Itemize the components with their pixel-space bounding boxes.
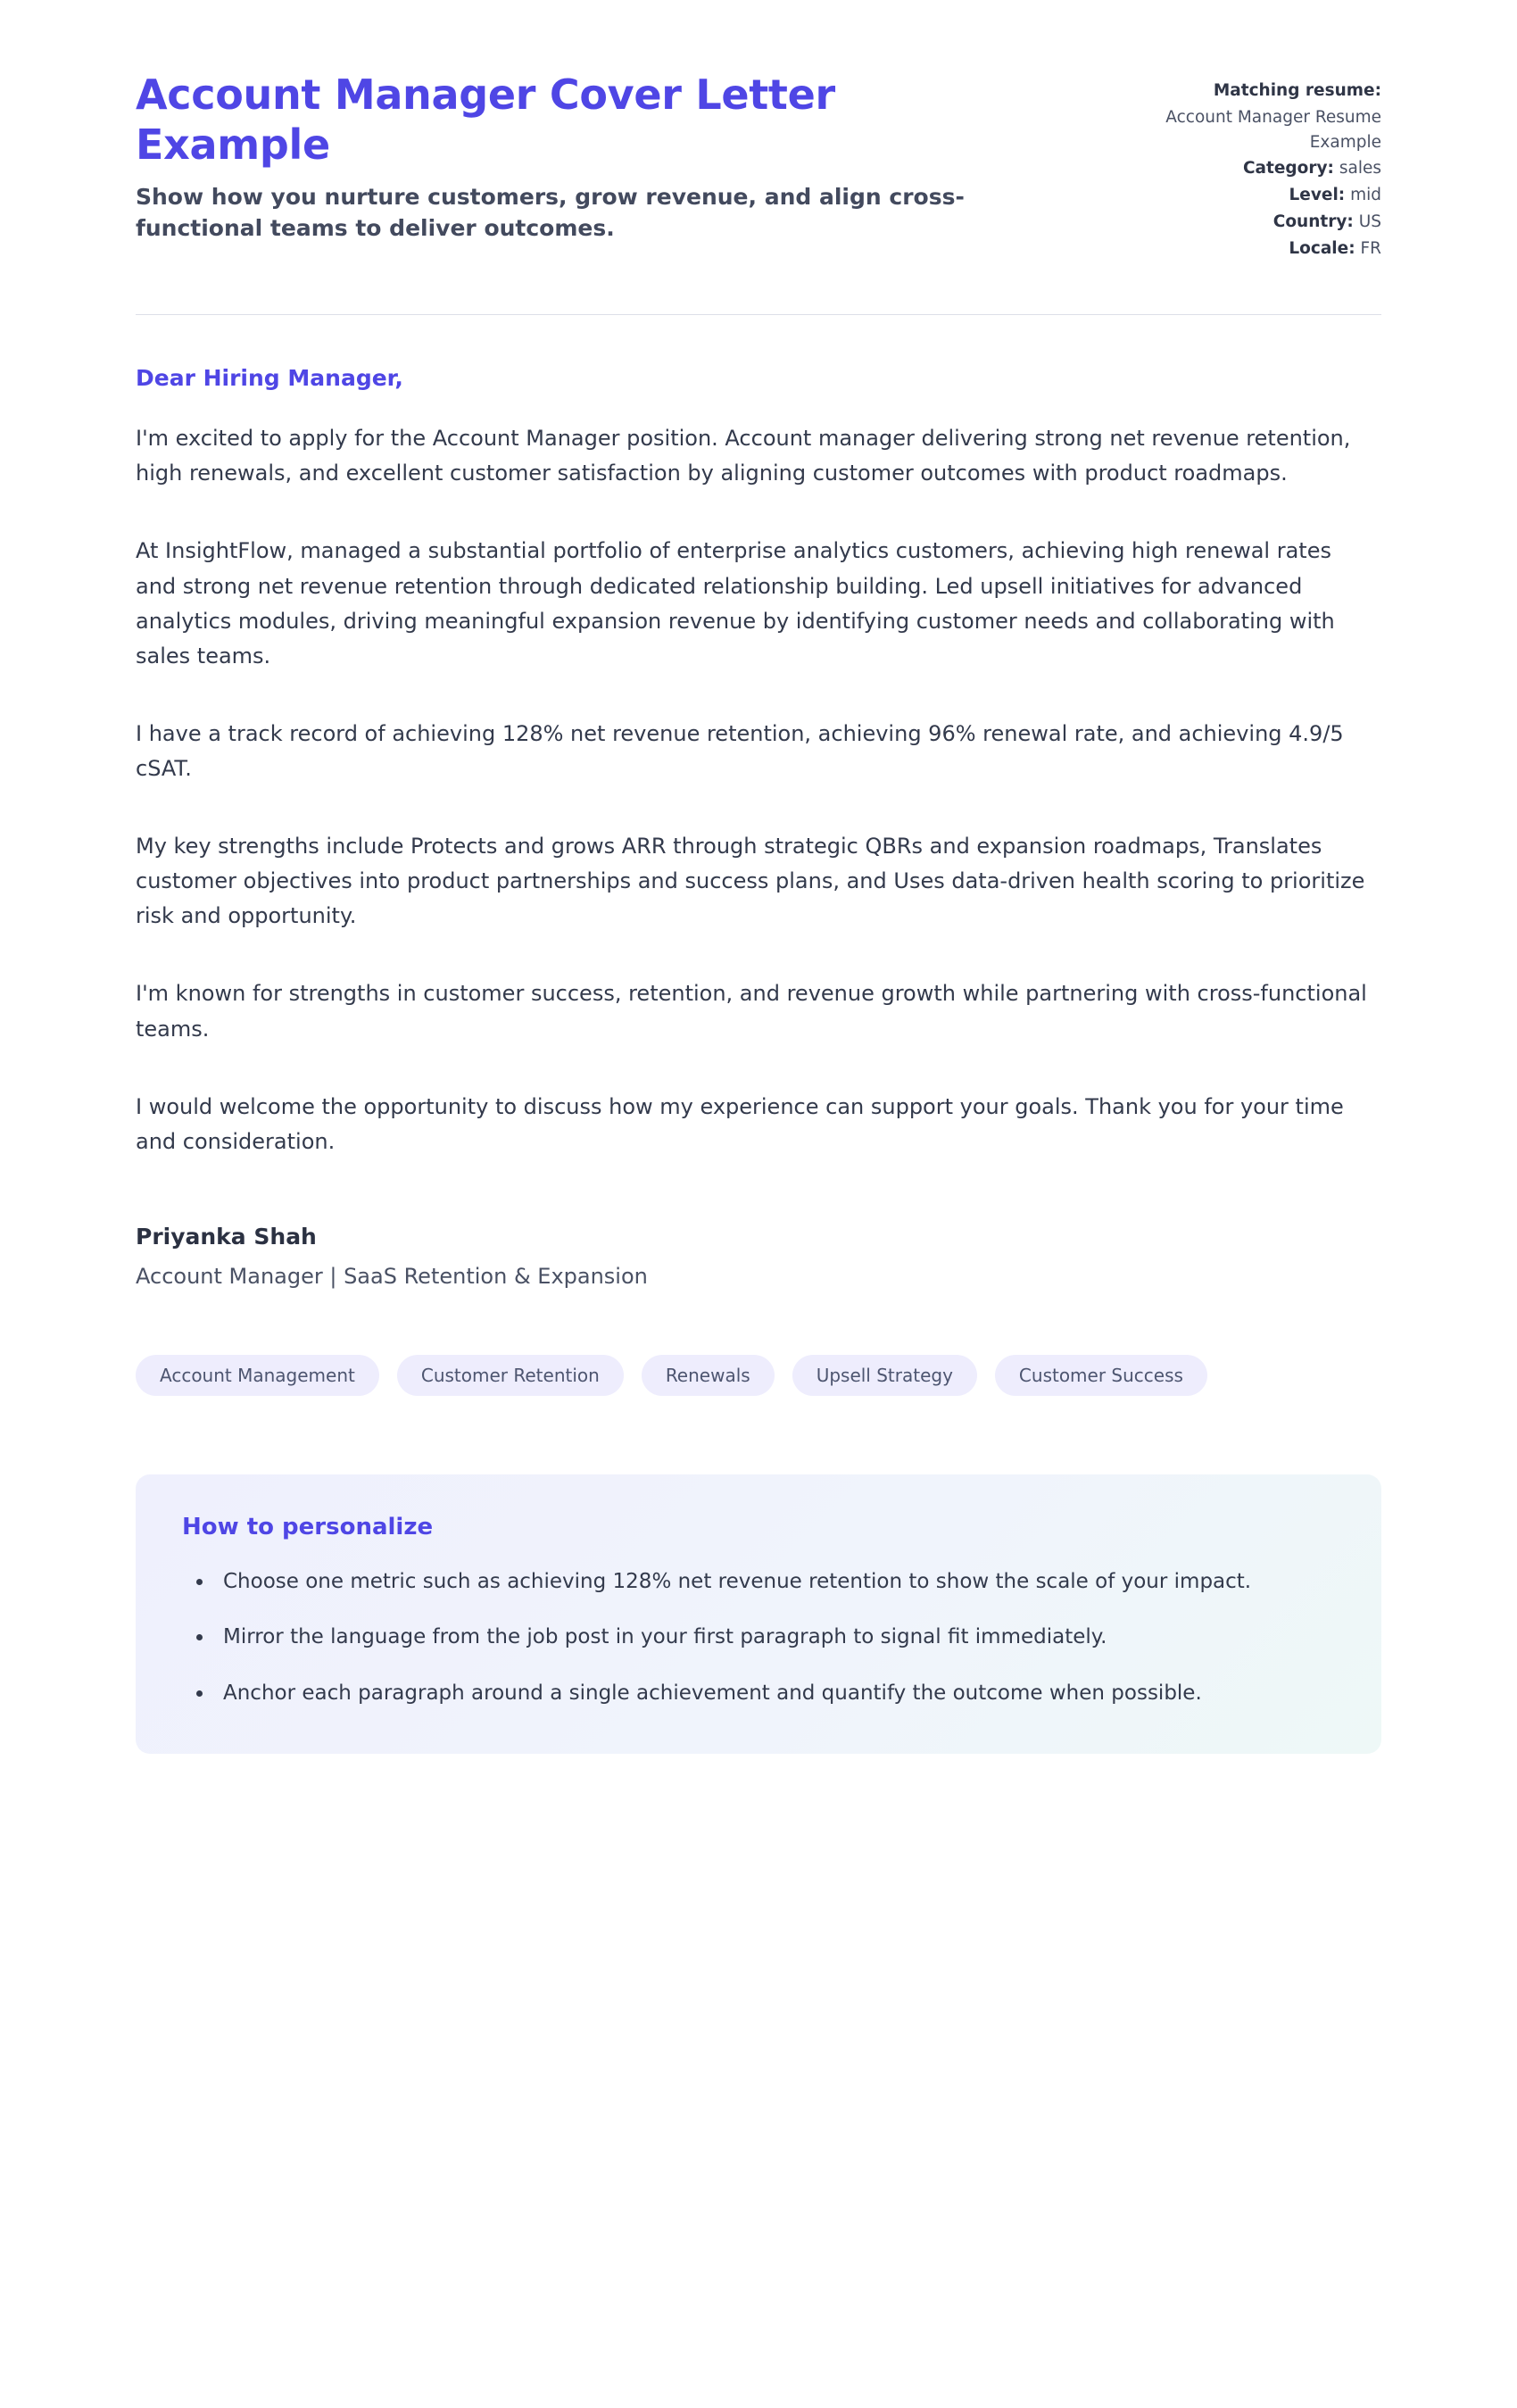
letter-paragraph: My key strengths include Protects and grows ARR through strategic QBRs and expansion roadmaps, Translates customer objectives into product partnerships and success plans, and Uses data-driven health scoring to prioritize risk and opportunity. bbox=[136, 834, 1365, 929]
tips-list bbox=[182, 1565, 1335, 1709]
meta-country-label: Country: bbox=[1272, 212, 1354, 231]
skill-tag-list bbox=[136, 1355, 1381, 1396]
meta-category-value: sales bbox=[1339, 159, 1381, 179]
meta-country-value: US bbox=[1358, 212, 1381, 231]
meta-matching-resume-value: Account Manager Resume Example bbox=[1165, 107, 1381, 152]
meta-level-label: Level: bbox=[1289, 186, 1346, 204]
meta-locale-value: FR bbox=[1360, 238, 1381, 258]
meta-matching-resume bbox=[1090, 79, 1381, 104]
document-metadata bbox=[1090, 70, 1381, 262]
meta-category-label: Category: bbox=[1242, 159, 1334, 179]
list-item: • Mirror the language from the job post in your first paragraph to signal fit immediately. bbox=[214, 1621, 1335, 1653]
letter-paragraph: At InsightFlow, managed a substantial portfolio of enterprise analytics customers, achieving high renewal rates and strong net revenue retention through dedicated relationship building. Led upsell initiatives for advanced analytics modules, driving meaningful expansion revenue by identifying customer needs and collaborating with sales teams. bbox=[136, 538, 1335, 668]
letter-paragraph: I would welcome the opportunity to discuss how my experience can support your goals. Thank you for your time and consideration. bbox=[136, 1093, 1344, 1154]
header-text-block bbox=[136, 70, 1037, 244]
cover-letter-body bbox=[136, 315, 1381, 1289]
meta-locale-label: Locale: bbox=[1289, 238, 1355, 258]
letter-paragraph: I'm excited to apply for the Account Manager position. Account manager delivering strong net revenue retention, high renewals, and excellent customer satisfaction by aligning customer outcomes with product roadmaps. bbox=[136, 426, 1351, 486]
letter-paragraph: I'm known for strengths in customer success, retention, and revenue growth while partnering with cross-functional teams. bbox=[136, 981, 1367, 1042]
meta-locale bbox=[1090, 237, 1381, 262]
signature-role: Account Manager | SaaS Retention & Expansion bbox=[136, 1263, 648, 1289]
signature-name: Priyanka Shah bbox=[136, 1223, 317, 1250]
skill-tag[interactable]: Account Management bbox=[136, 1355, 379, 1396]
skill-tag[interactable]: Customer Retention bbox=[397, 1355, 624, 1396]
meta-matching-resume-value-row bbox=[1090, 105, 1381, 155]
meta-matching-resume-label: Matching resume: bbox=[1213, 81, 1381, 100]
skill-tag[interactable]: Renewals bbox=[642, 1355, 775, 1396]
page-subtitle: Show how you nurture customers, grow revenue, and align cross-functional teams to deliver outcomes. bbox=[136, 184, 965, 241]
meta-country bbox=[1090, 210, 1381, 235]
list-item: • Choose one metric such as achieving 128% net revenue retention to show the scale of your impact. bbox=[214, 1565, 1335, 1598]
document-header bbox=[136, 70, 1381, 262]
tips-title: How to personalize bbox=[182, 1513, 434, 1540]
letter-paragraph: I have a track record of achieving 128% net revenue retention, achieving 96% renewal rate, and achieving 4.9/5 cSAT. bbox=[136, 720, 1344, 782]
list-item: • Anchor each paragraph around a single achievement and quantify the outcome when possible. bbox=[214, 1677, 1335, 1709]
meta-level-value: mid bbox=[1350, 186, 1381, 204]
personalization-tips-panel bbox=[136, 1474, 1381, 1754]
skill-tag[interactable]: Customer Success bbox=[995, 1355, 1207, 1396]
letter-salutation: Dear Hiring Manager, bbox=[136, 365, 403, 392]
page-title: Account Manager Cover Letter Example bbox=[136, 71, 835, 170]
skill-tag[interactable]: Upsell Strategy bbox=[792, 1355, 977, 1396]
meta-level bbox=[1090, 183, 1381, 208]
meta-category bbox=[1090, 156, 1381, 181]
